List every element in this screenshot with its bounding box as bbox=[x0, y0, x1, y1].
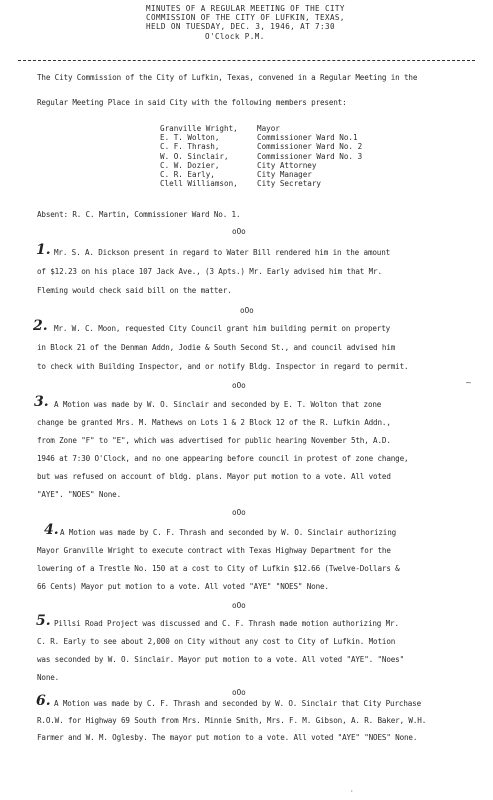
item-line: of $12.23 on his place 107 Jack Ave., (3 Apts.) Mr. Early advised him that Mr. bbox=[37, 267, 382, 276]
item-line: Farmer and W. M. Oglesby. The mayor put motion to a vote. All voted "AYE" "NOES" None. bbox=[37, 733, 418, 742]
member-name: C. W. Dozier, bbox=[160, 160, 220, 170]
item-number: 1. bbox=[36, 242, 51, 258]
member-title: Commissioner Ward No. 3 bbox=[257, 151, 363, 161]
separator: oOo bbox=[232, 381, 246, 390]
member-names bbox=[160, 124, 238, 188]
item-line: A Motion was made by W. O. Sinclair and seconded by E. T. Wolton that zone bbox=[54, 400, 382, 409]
item-line: change be granted Mrs. M. Mathews on Lots 1 & 2 Block 12 of the R. Lufkin Addn., bbox=[37, 418, 391, 427]
item-line: Pillsi Road Project was discussed and C. F. Thrash made motion authorizing Mr. bbox=[54, 619, 399, 628]
member-titles bbox=[257, 124, 362, 188]
intro-line-1: The City Commission of the City of Lufkin, Texas, convened in a Regular Meeting in the bbox=[37, 73, 418, 82]
item-line: in Block 21 of the Denman Addn, Jodie & South Second St., and council advised him bbox=[37, 343, 396, 352]
header-line-3: HELD ON TUESDAY, DEC. 3, 1946, AT 7:30 bbox=[146, 22, 335, 31]
member-title: Mayor bbox=[257, 124, 280, 133]
item-line: Mayor Granville Wright to execute contract with Texas Highway Department for the bbox=[37, 546, 391, 555]
member-name: Clell Williamson, bbox=[160, 179, 238, 189]
member-name: C. F. Thrash, bbox=[160, 142, 220, 152]
header-line-2: COMMISSION OF THE CITY OF LUFKIN, TEXAS, bbox=[146, 13, 345, 22]
item-line: Mr. S. A. Dickson present in regard to Water Bill rendered him in the amount bbox=[54, 248, 391, 257]
absent-line: Absent: R. C. Martin, Commissioner Ward No. 1. bbox=[37, 210, 241, 219]
separator: oOo bbox=[232, 601, 246, 610]
separator: oOo bbox=[232, 508, 246, 517]
item-number: 5. bbox=[36, 613, 51, 629]
margin-mark: — bbox=[466, 378, 471, 387]
item-line: lowering of a Trestle No. 150 at a cost to City of Lufkin $12.66 (Twelve-Dollars & bbox=[37, 564, 400, 573]
member-title: City Manager bbox=[257, 170, 312, 180]
separator: oOo bbox=[232, 227, 246, 236]
page-speck: · bbox=[350, 788, 354, 795]
item-line: to check with Building Inspector, and or notify Bldg. Inspector in regard to permit. bbox=[37, 362, 409, 371]
item-line: A Motion was made by C. F. Thrash and seconded by W. O. Sinclair authorizing bbox=[60, 528, 397, 537]
member-name: E. T. Wolton, bbox=[160, 133, 220, 143]
header-line-1: MINUTES OF A REGULAR MEETING OF THE CITY bbox=[146, 4, 345, 13]
item-line: from Zone "F" to "E", which was advertised for public hearing November 5th, A.D. bbox=[37, 436, 391, 445]
item-line: R.O.W. for Highway 69 South from Mrs. Minnie Smith, Mrs. F. M. Gibson, A. R. Baker, W.H. bbox=[37, 716, 427, 725]
header-divider bbox=[18, 60, 475, 61]
intro-line-2: Regular Meeting Place in said City with the following members present: bbox=[37, 98, 347, 107]
member-title: City Attorney bbox=[257, 160, 317, 170]
item-line: 1946 at 7:30 O'Clock, and no one appearing before council in protest of zone change, bbox=[37, 454, 409, 463]
item-line: None. bbox=[37, 673, 60, 682]
item-line: Fleming would check said bill on the matter. bbox=[37, 286, 232, 295]
member-name: W. O. Sinclair, bbox=[160, 151, 229, 161]
item-line: A Motion was made by C. F. Thrash and seconded by W. O. Sinclair that City Purchase bbox=[54, 699, 422, 708]
member-name: C. R. Early, bbox=[160, 170, 215, 180]
separator: oOo bbox=[240, 306, 254, 315]
member-title: City Secretary bbox=[257, 179, 322, 189]
item-line: 66 Cents) Mayor put motion to a vote. All voted "AYE" "NOES" None. bbox=[37, 582, 329, 591]
item-line: was seconded by W. O. Sinclair. Mayor put motion to a vote. All voted "AYE". "Noes" bbox=[37, 655, 405, 664]
item-number: 3. bbox=[34, 394, 49, 410]
header-line-4: O'Clock P.M. bbox=[205, 32, 265, 41]
member-title: Commissioner Ward No.1 bbox=[257, 133, 358, 143]
item-line: "AYE". "NOES" None. bbox=[37, 490, 122, 499]
item-number: 2. bbox=[33, 318, 48, 334]
member-title: Commissioner Ward No. 2 bbox=[257, 142, 363, 152]
item-number: 6. bbox=[36, 693, 51, 709]
item-number: 4. bbox=[44, 522, 59, 538]
item-line: C. R. Early to see about 2,000 on City without any cost to City of Lufkin. Motion bbox=[37, 637, 396, 646]
member-name: Granville Wright, bbox=[160, 124, 238, 133]
separator: oOo bbox=[232, 688, 246, 697]
item-line: but was refused on account of bldg. plans. Mayor put motion to a vote. All voted bbox=[37, 472, 391, 481]
item-line: Mr. W. C. Moon, requested City Council grant him building permit on property bbox=[54, 324, 391, 333]
